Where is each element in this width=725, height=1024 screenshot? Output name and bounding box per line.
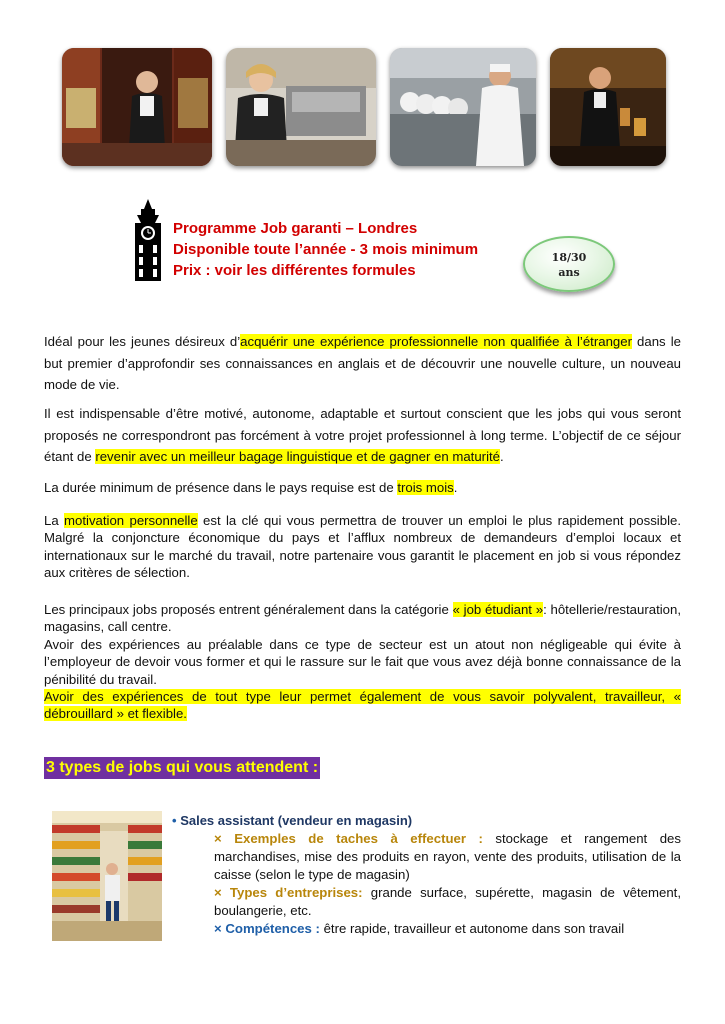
types-label: × Types d’entreprises:: [214, 885, 363, 900]
job-detail-sales-assistant: [214, 830, 681, 938]
age-badge-range: 18/30: [551, 251, 587, 264]
highlight: trois mois: [397, 480, 454, 495]
text: .: [453, 480, 458, 495]
job-title-text: Sales assistant (vendeur en magasin): [180, 813, 413, 828]
text: est la clé qui vous permettra de trouver un emploi le plus rapidement possible. Malgré la conjoncture économique du pays et l’afflux nombreux de demandeurs d’emploi locaux et internationaux sur le marché du travail, notre partenaire vous garantit le placement en job si vous répondez aux critères de sélection.: [44, 513, 681, 581]
header-line-2: Disponible toute l’année - 3 mois minimum: [173, 241, 479, 258]
big-ben-icon: [127, 199, 169, 281]
intro-paragraph-2: [44, 403, 681, 468]
highlight: « job étudiant »: [452, 602, 544, 617]
text: Idéal pour les jeunes désireux d’: [44, 334, 241, 349]
experience-text: Avoir des expériences au préalable dans ce type de secteur est un atout non négligeable qui évite à l’employeur de devoir vous former et qui le rassure sur le fait que vous avez déjà bonne connaissance de la pénibilité du travail.: [44, 636, 681, 687]
duration-paragraph: [44, 477, 681, 499]
bullet-icon: •: [172, 813, 177, 828]
experience-highlight: Avoir des expériences de tout type leur permet également de vous savoir polyvalent, travailleur, « débrouillard » et flexible.: [44, 689, 681, 722]
examples-label: × Exemples de taches à effectuer :: [214, 831, 483, 846]
skills-text: être rapide, travailleur et autonome dans son travail: [319, 921, 625, 936]
age-badge: [523, 236, 615, 292]
job-company-types: [214, 884, 681, 920]
barista-photo: [226, 48, 376, 166]
store-photo: [52, 811, 162, 941]
job-title-sales-assistant: [172, 812, 412, 830]
intro-paragraph-1: [44, 331, 681, 396]
types-text: grande surface, supérette, magasin de vêtement, boulangerie, etc.: [214, 885, 681, 918]
text: La durée minimum de présence dans le pays requise est de: [44, 480, 398, 495]
text: Les principaux jobs proposés entrent généralement dans la catégorie: [44, 602, 453, 617]
program-header: [173, 218, 478, 281]
job-skills: [214, 920, 681, 938]
age-badge-unit: ans: [558, 266, 580, 279]
bartender-photo: [550, 48, 666, 166]
section-title: 3 types de jobs qui vous attendent :: [44, 757, 320, 779]
shop-assistant-photo: [62, 48, 212, 166]
job-examples: [214, 830, 681, 884]
highlight: revenir avec un meilleur bagage linguistique et de gagner en maturité: [95, 449, 500, 464]
highlight: acquérir une expérience professionnelle non qualifiée à l’étranger: [240, 334, 632, 349]
jobs-paragraph: [44, 601, 681, 723]
text: La: [44, 513, 65, 528]
text: : hôtellerie/restauration, magasins, call centre.: [44, 602, 681, 635]
highlight: motivation personnelle: [64, 513, 198, 528]
header-line-3: Prix : voir les différentes formules: [173, 262, 416, 279]
text: .: [500, 449, 504, 464]
dishwasher-photo: [390, 48, 536, 166]
skills-label: × Compétences :: [214, 921, 320, 936]
motivation-paragraph: [44, 512, 681, 582]
text: Il est indispensable d’être motivé, autonome, adaptable et surtout conscient que les jobs qui vous seront proposés ne correspondront pas forcément à votre projet professionnel à long terme. L’objectif de ce séjour étant de: [44, 406, 681, 464]
text: dans le but premier d’approfondir ses connaissances en anglais et de découvrir une nouvelle culture, un nouveau mode de vie.: [44, 334, 681, 392]
examples-text: stockage et rangement des marchandises, mise des produits en rayon, vente des produits, utilisation de la caisse (selon le type de magasin): [214, 831, 681, 882]
header-line-1: Programme Job garanti – Londres: [173, 220, 418, 237]
